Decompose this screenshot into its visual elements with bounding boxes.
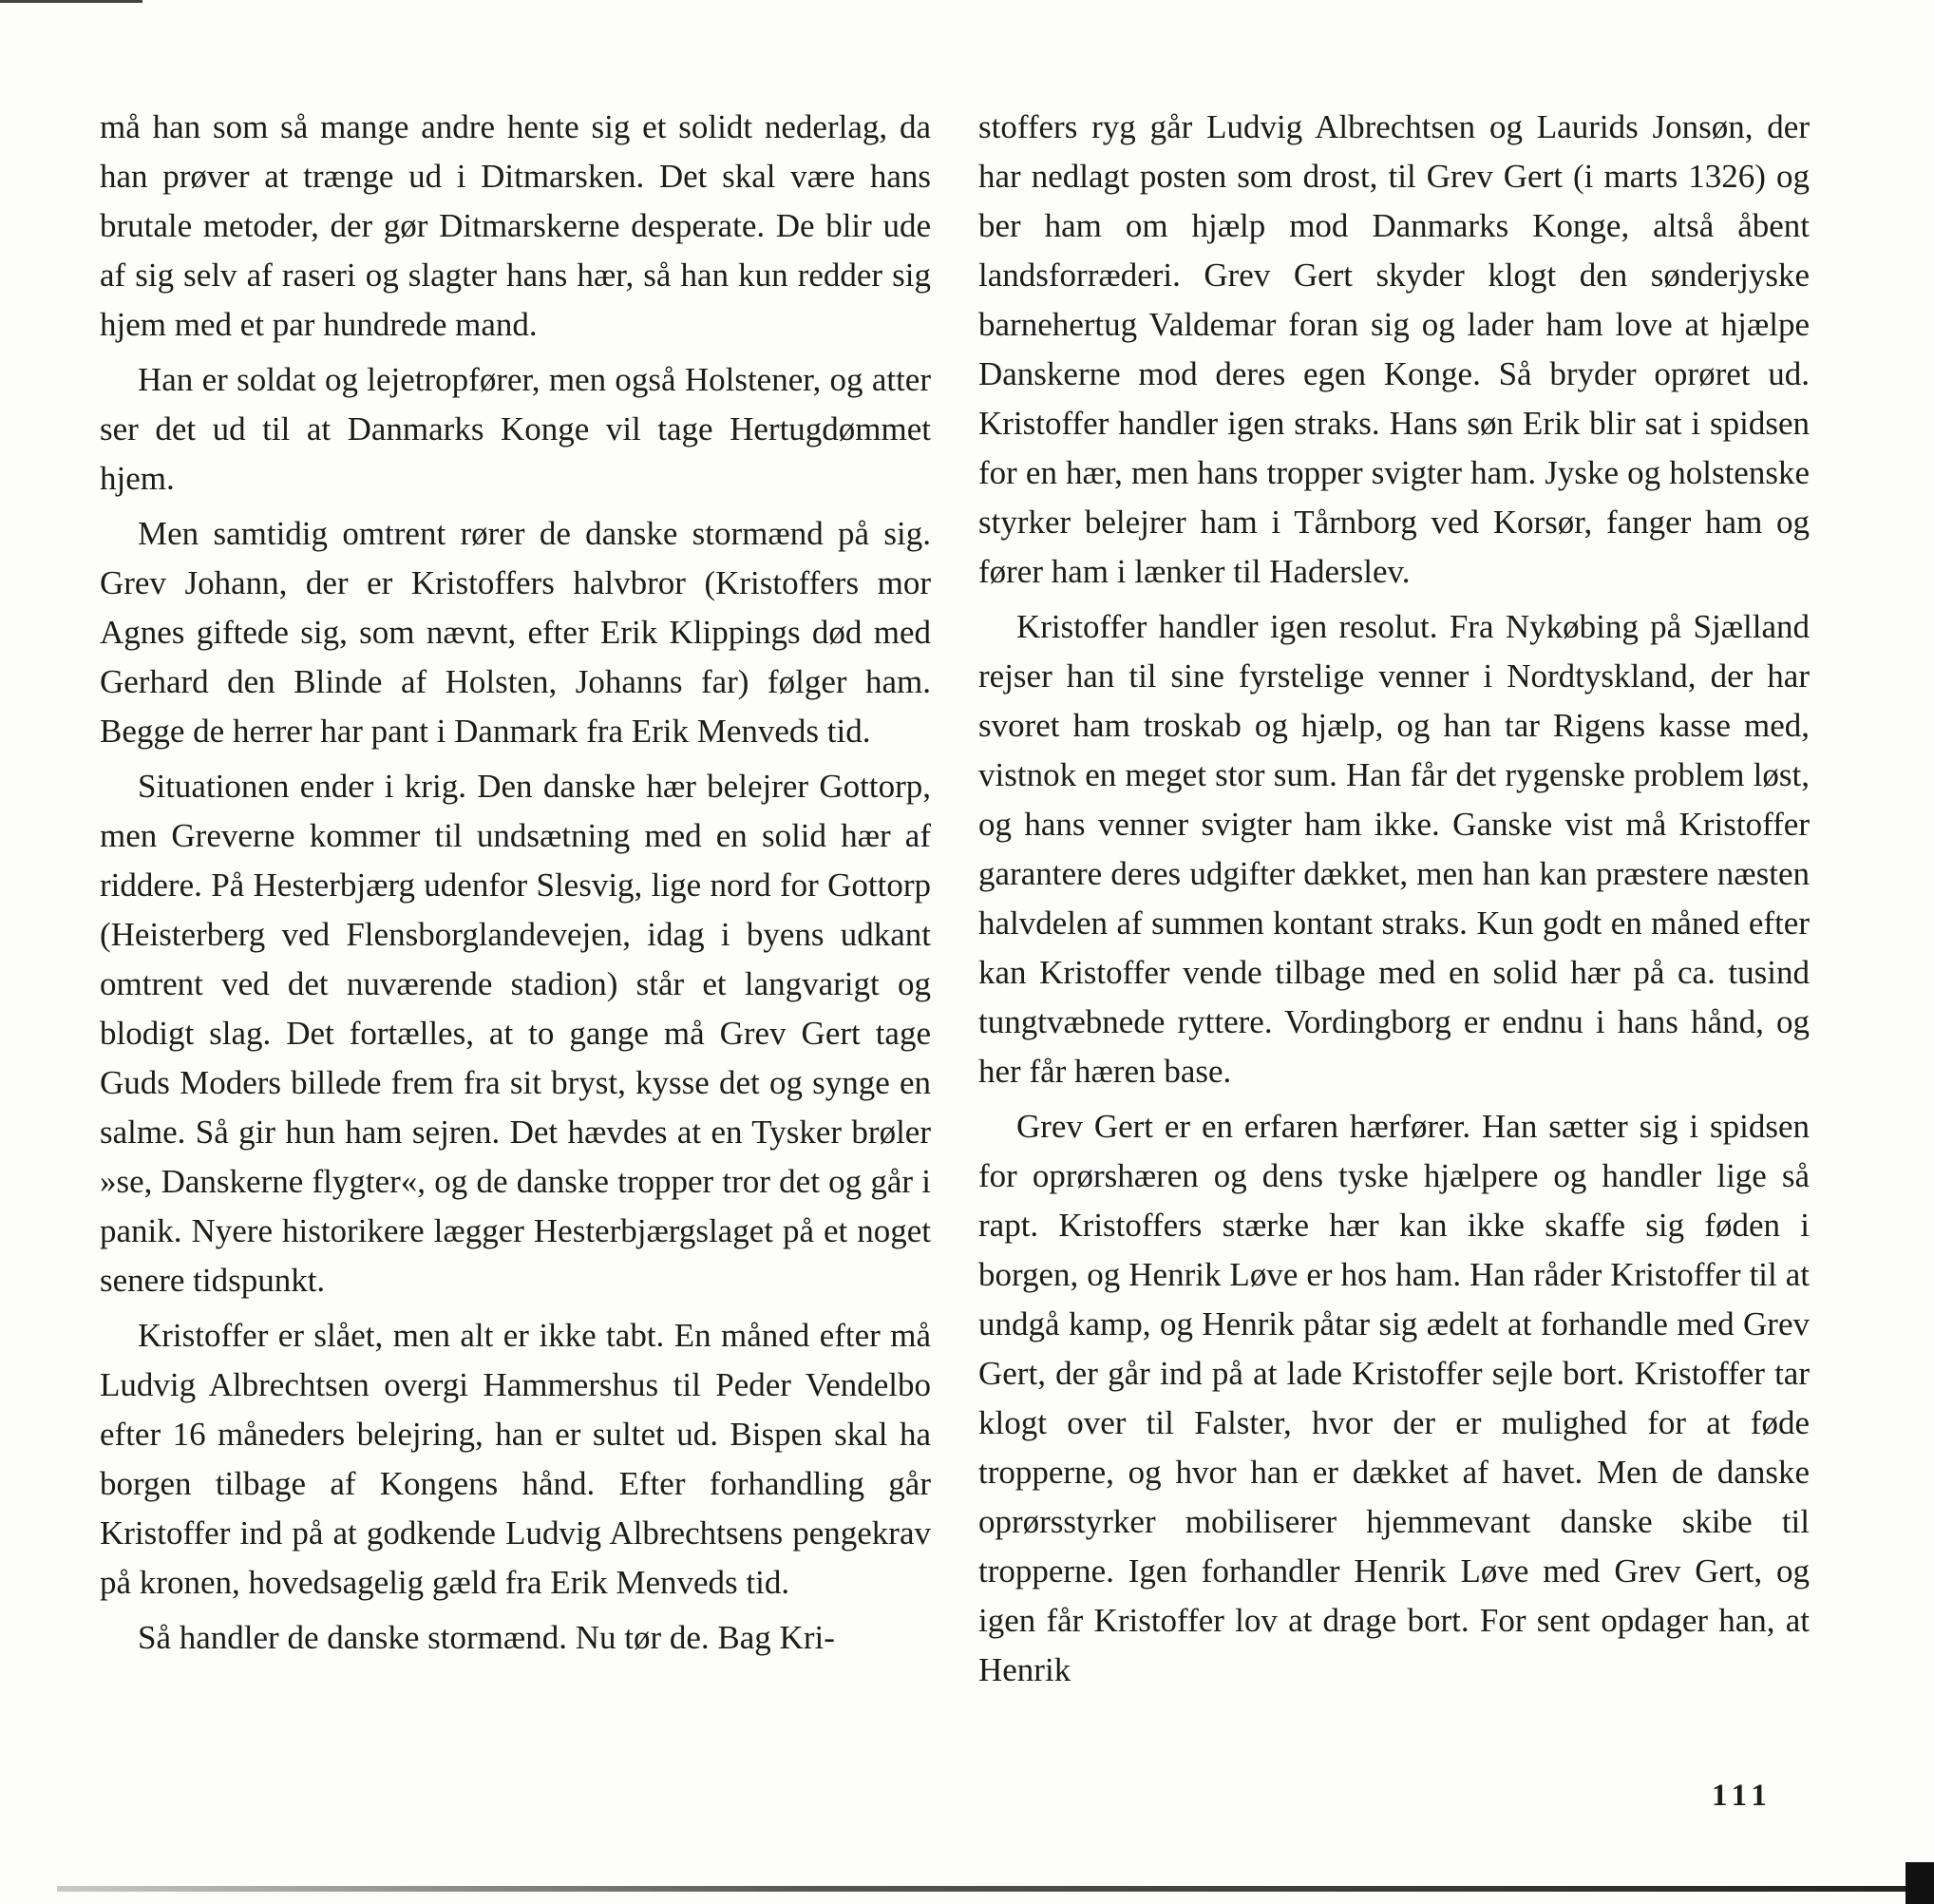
page-edge-shadow xyxy=(1906,1862,1934,1904)
paragraph: Men samtidig omtrent rører de danske stormænd på sig. Grev Johann, der er Kristoffers halvbror (Kristoffers mor Agnes giftede sig, som nævnt, efter Erik Klippings død med Gerhard den Blinde af Holsten, Johanns far) følger ham. Begge de herrer har pant i Danmark fra Erik Menveds tid. xyxy=(100,515,931,750)
right-column xyxy=(978,103,1810,1701)
paragraph: Kristoffer handler igen resolut. Fra Nykøbing på Sjælland rejser han til sine fyrstelige venner i Nordtyskland, der har svoret ham troskab og hjælp, og han tar Rigens kasse med, vistnok en meget stor sum. Han får det rygenske problem løst, og hans venner svigter ham ikke. Ganske vist må Kristoffer garantere deres udgifter dækket, men han kan præstere næsten halvdelen af summen kontant straks. Kun godt en måned efter kan Kristoffer vende tilbage med en solid hær på ca. tusind tungtvæbnede ryttere. Vordingborg er endnu i hans hånd, og her får hæren base. xyxy=(978,608,1810,1090)
page-number: 111 xyxy=(1712,1779,1773,1813)
bottom-rule xyxy=(57,1886,1934,1892)
paragraph: Så handler de danske stormænd. Nu tør de. Bag Kri- xyxy=(138,1619,835,1656)
left-column xyxy=(100,103,931,1668)
paragraph: stoffers ryg går Ludvig Albrechtsen og Laurids Jonsøn, der har nedlagt posten som drost, til Grev Gert (i marts 1326) og ber ham om hjælp mod Danmarks Konge, altså åbent landsforræderi. Grev Gert skyder klogt den sønderjyske barnehertug Valdemar foran sig og lader ham love at hjælpe Danskerne mod deres egen Konge. Så bryder oprøret ud. Kristoffer handler igen straks. Hans søn Erik blir sat i spidsen for en hær, men hans tropper svigter ham. Jyske og holstenske styrker belejrer ham i Tårnborg ved Korsør, fanger ham og fører ham i lænker til Haderslev. xyxy=(978,108,1810,590)
top-rule xyxy=(0,0,142,3)
paragraph: må han som så mange andre hente sig et solidt nederlag, da han prøver at trænge ud i Ditmarsken. Det skal være hans brutale metoder, der gør Ditmarskerne desperate. De blir ude af sig selv af raseri og slagter hans hær, så han kun redder sig hjem med et par hundrede mand. xyxy=(100,108,931,343)
paragraph: Kristoffer er slået, men alt er ikke tabt. En måned efter må Ludvig Albrechtsen overgi Hammershus til Peder Vendelbo efter 16 måneders belejring, han er sultet ud. Bispen skal ha borgen tilbage af Kongens hånd. Efter forhandling går Kristoffer ind på at godkende Ludvig Albrechtsens pengekrav på kronen, hovedsagelig gæld fra Erik Menveds tid. xyxy=(100,1317,931,1601)
paragraph: Grev Gert er en erfaren hærfører. Han sætter sig i spidsen for oprørshæren og dens tyske hjælpere og handler lige så rapt. Kristoffers stærke hær kan ikke skaffe sig føden i borgen, og Henrik Løve er hos ham. Han råder Kristoffer til at undgå kamp, og Henrik påtar sig ædelt at forhandle med Grev Gert, der går ind på at lade Kristoffer sejle bort. Kristoffer tar klogt over til Falster, hvor der er mulighed for at føde tropperne, og hvor han er dækket af havet. Men de danske oprørsstyrker mobiliserer hjemmevant danske skibe til tropperne. Igen forhandler Henrik Løve med Grev Gert, og igen får Kristoffer lov at drage bort. For sent opdager han, at Henrik xyxy=(978,1108,1810,1688)
paragraph: Han er soldat og lejetropfører, men også Holstener, og atter ser det ud til at Danmarks Konge vil tage Hertugdømmet hjem. xyxy=(100,361,931,497)
paragraph: Situationen ender i krig. Den danske hær belejrer Gottorp, men Greverne kommer til undsætning med en solid hær af riddere. På Hesterbjærg udenfor Slesvig, lige nord for Gottorp (Heisterberg ved Flensborglandevejen, idag i byens udkant omtrent ved det nuværende stadion) står et langvarigt og blodigt slag. Det fortælles, at to gange må Grev Gert tage Guds Moders billede frem fra sit bryst, kysse det og synge en salme. Så gir hun ham sejren. Det hævdes at en Tysker brøler »se, Danskerne flygter«, og de danske tropper tror det og går i panik. Nyere historikere lægger Hesterbjærgslaget på et noget senere tidspunkt. xyxy=(100,768,931,1299)
